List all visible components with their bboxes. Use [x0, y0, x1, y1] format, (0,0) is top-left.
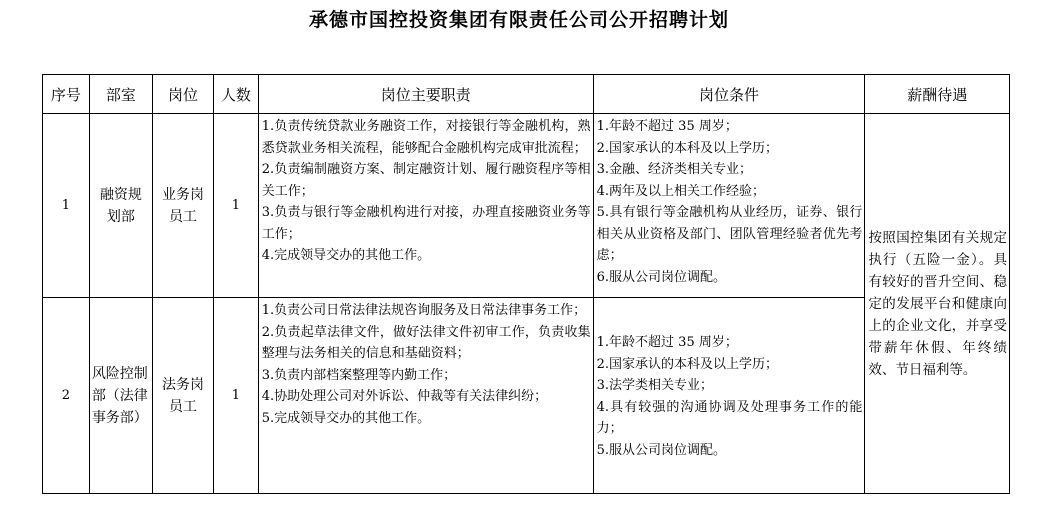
row-conditions [593, 298, 865, 494]
condition-item: 1.年龄不超过 35 周岁； [596, 335, 738, 350]
row-conditions [593, 114, 865, 298]
condition-item: 5.服从公司岗位调配。 [596, 442, 727, 458]
condition-item: 1.年龄不超过 35 周岁； [596, 119, 738, 134]
condition-item: 4.具有较强的沟通协调及处理事务工作的能力； [596, 399, 863, 436]
header-dept: 部室 [89, 75, 152, 114]
duty-item: 2.负责编制融资方案、制定融资计划、履行融资程序等相关工作； [261, 162, 591, 199]
condition-item: 3.金融、经济类相关专业； [596, 162, 753, 177]
table-row [43, 114, 1010, 298]
row-count: 1 [213, 114, 258, 298]
table-row [43, 298, 1010, 494]
header-count: 人数 [213, 75, 258, 114]
header-no: 序号 [43, 75, 90, 114]
header-conditions: 岗位条件 [593, 75, 865, 114]
condition-item: 4.两年及以上相关工作经验； [596, 183, 766, 199]
duty-item: 3.负责与银行等金融机构进行对接，办理直接融资业务等工作； [261, 205, 591, 242]
duty-item: 1.负责传统贷款业务融资工作，对接银行等金融机构，熟悉贷款业务相关流程，能够配合金融机构完成审批流程； [261, 119, 591, 156]
row-duties [258, 298, 593, 494]
header-salary: 薪酬待遇 [865, 75, 1010, 114]
header-position: 岗位 [152, 75, 213, 114]
duty-item: 4.协助处理公司对外诉讼、仲裁等有关法律纠纷； [261, 389, 548, 404]
page-title: 承德市国控投资集团有限责任公司公开招聘计划 [308, 9, 729, 31]
duty-item: 3.负责内部档案整理等内勤工作； [261, 367, 457, 383]
condition-item: 3.法学类相关专业； [596, 378, 714, 393]
duty-item: 1.负责公司日常法律法规咨询服务及日常法律事务工作； [261, 303, 587, 318]
row-count: 1 [213, 298, 258, 494]
condition-item: 2.国家承认的本科及以上学历； [596, 356, 779, 372]
salary-cell: 按照国控集团有关规定执行（五险一金）。具有较好的晋升空间、稳定的发展平台和健康向上的企业文化，并享受带薪年休假、年终绩效、节日福利等。 [865, 114, 1010, 494]
header-duties: 岗位主要职责 [258, 75, 593, 114]
duty-item: 4.完成领导交办的其他工作。 [261, 248, 431, 263]
recruitment-table [42, 74, 1010, 494]
table-header-row [43, 75, 1010, 114]
row-position: 业务岗员工 [152, 114, 213, 298]
row-dept: 融资规划部 [89, 114, 152, 298]
row-no: 1 [43, 114, 90, 298]
row-no: 2 [43, 298, 90, 494]
condition-item: 5.具有银行等金融机构从业经历，证券、银行相关从业资格及部门、团队管理经验者优先考虑； [596, 205, 863, 263]
duty-item: 2.负责起草法律文件，做好法律文件初审工作，负责收集整理与法务相关的信息和基础资料； [261, 324, 591, 361]
condition-item: 6.服从公司岗位调配。 [596, 269, 727, 285]
row-duties [258, 114, 593, 298]
duty-item: 5.完成领导交办的其他工作。 [261, 410, 431, 426]
condition-item: 2.国家承认的本科及以上学历； [596, 140, 779, 156]
row-position: 法务岗员工 [152, 298, 213, 494]
row-dept: 风险控制部（法律事务部） [89, 298, 152, 494]
